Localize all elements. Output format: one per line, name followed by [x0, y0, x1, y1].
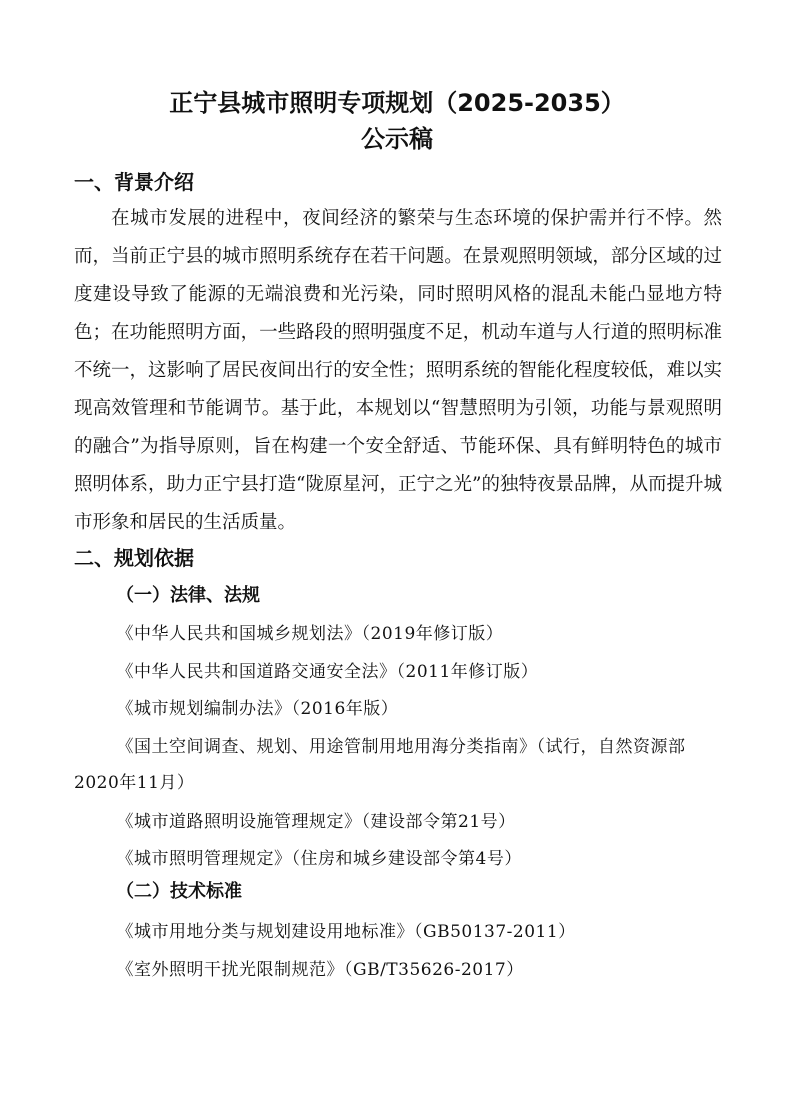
document-subtitle: 公示稿: [361, 125, 433, 153]
subsection-heading-standards: （二）技术标准: [116, 881, 242, 902]
reference-item: 《城市照明管理规定》（住房和城乡建设部令第4号）: [116, 849, 522, 869]
document-title: 正宁县城市照明专项规划（2025-2035）: [169, 89, 625, 117]
background-paragraph: 在城市发展的进程中，夜间经济的繁荣与生态环境的保护需并行不悖。然而，当前正宁县的城市照明系统存在若干问题。在景观照明领域，部分区域的过度建设导致了能源的无端浪费和光污染，同时照明风格的混乱未能凸显地方特色；在功能照明方面，一些路段的照明强度不足，机动车道与人行道的照明标准不统一，这影响了居民夜间出行的安全性；照明系统的智能化程度较低，难以实现高效管理和节能调节。基于此，本规划以“智慧照明为引领，功能与景观照明的融合”为指导原则，旨在构建一个安全舒适、节能环保、具有鲜明特色的城市照明体系，助力正宁县打造“陇原星河，正宁之光”的独特夜景品牌，从而提升城市形象和居民的生活质量。: [74, 208, 722, 533]
reference-item: 《中华人民共和国道路交通安全法》（2011年修订版）: [116, 662, 539, 682]
reference-item: 《城市用地分类与规划建设用地标准》（GB50137-2011）: [116, 922, 576, 942]
reference-item: 《中华人民共和国城乡规划法》（2019年修订版）: [116, 624, 504, 644]
subsection-heading-laws: （一）法律、法规: [116, 585, 260, 606]
reference-item: 《室外照明干扰光限制规范》（GB/T35626-2017）: [116, 960, 524, 980]
reference-item: 《国土空间调查、规划、用途管制用地用海分类指南》（试行，自然资源部2020年11月）: [74, 737, 686, 793]
section-heading-basis: 二、规划依据: [74, 546, 194, 570]
section-heading-background: 一、背景介绍: [74, 170, 194, 194]
reference-item: 《城市道路照明设施管理规定》（建设部令第21号）: [116, 812, 516, 832]
reference-item: 《城市规划编制办法》（2016年版）: [116, 699, 399, 719]
